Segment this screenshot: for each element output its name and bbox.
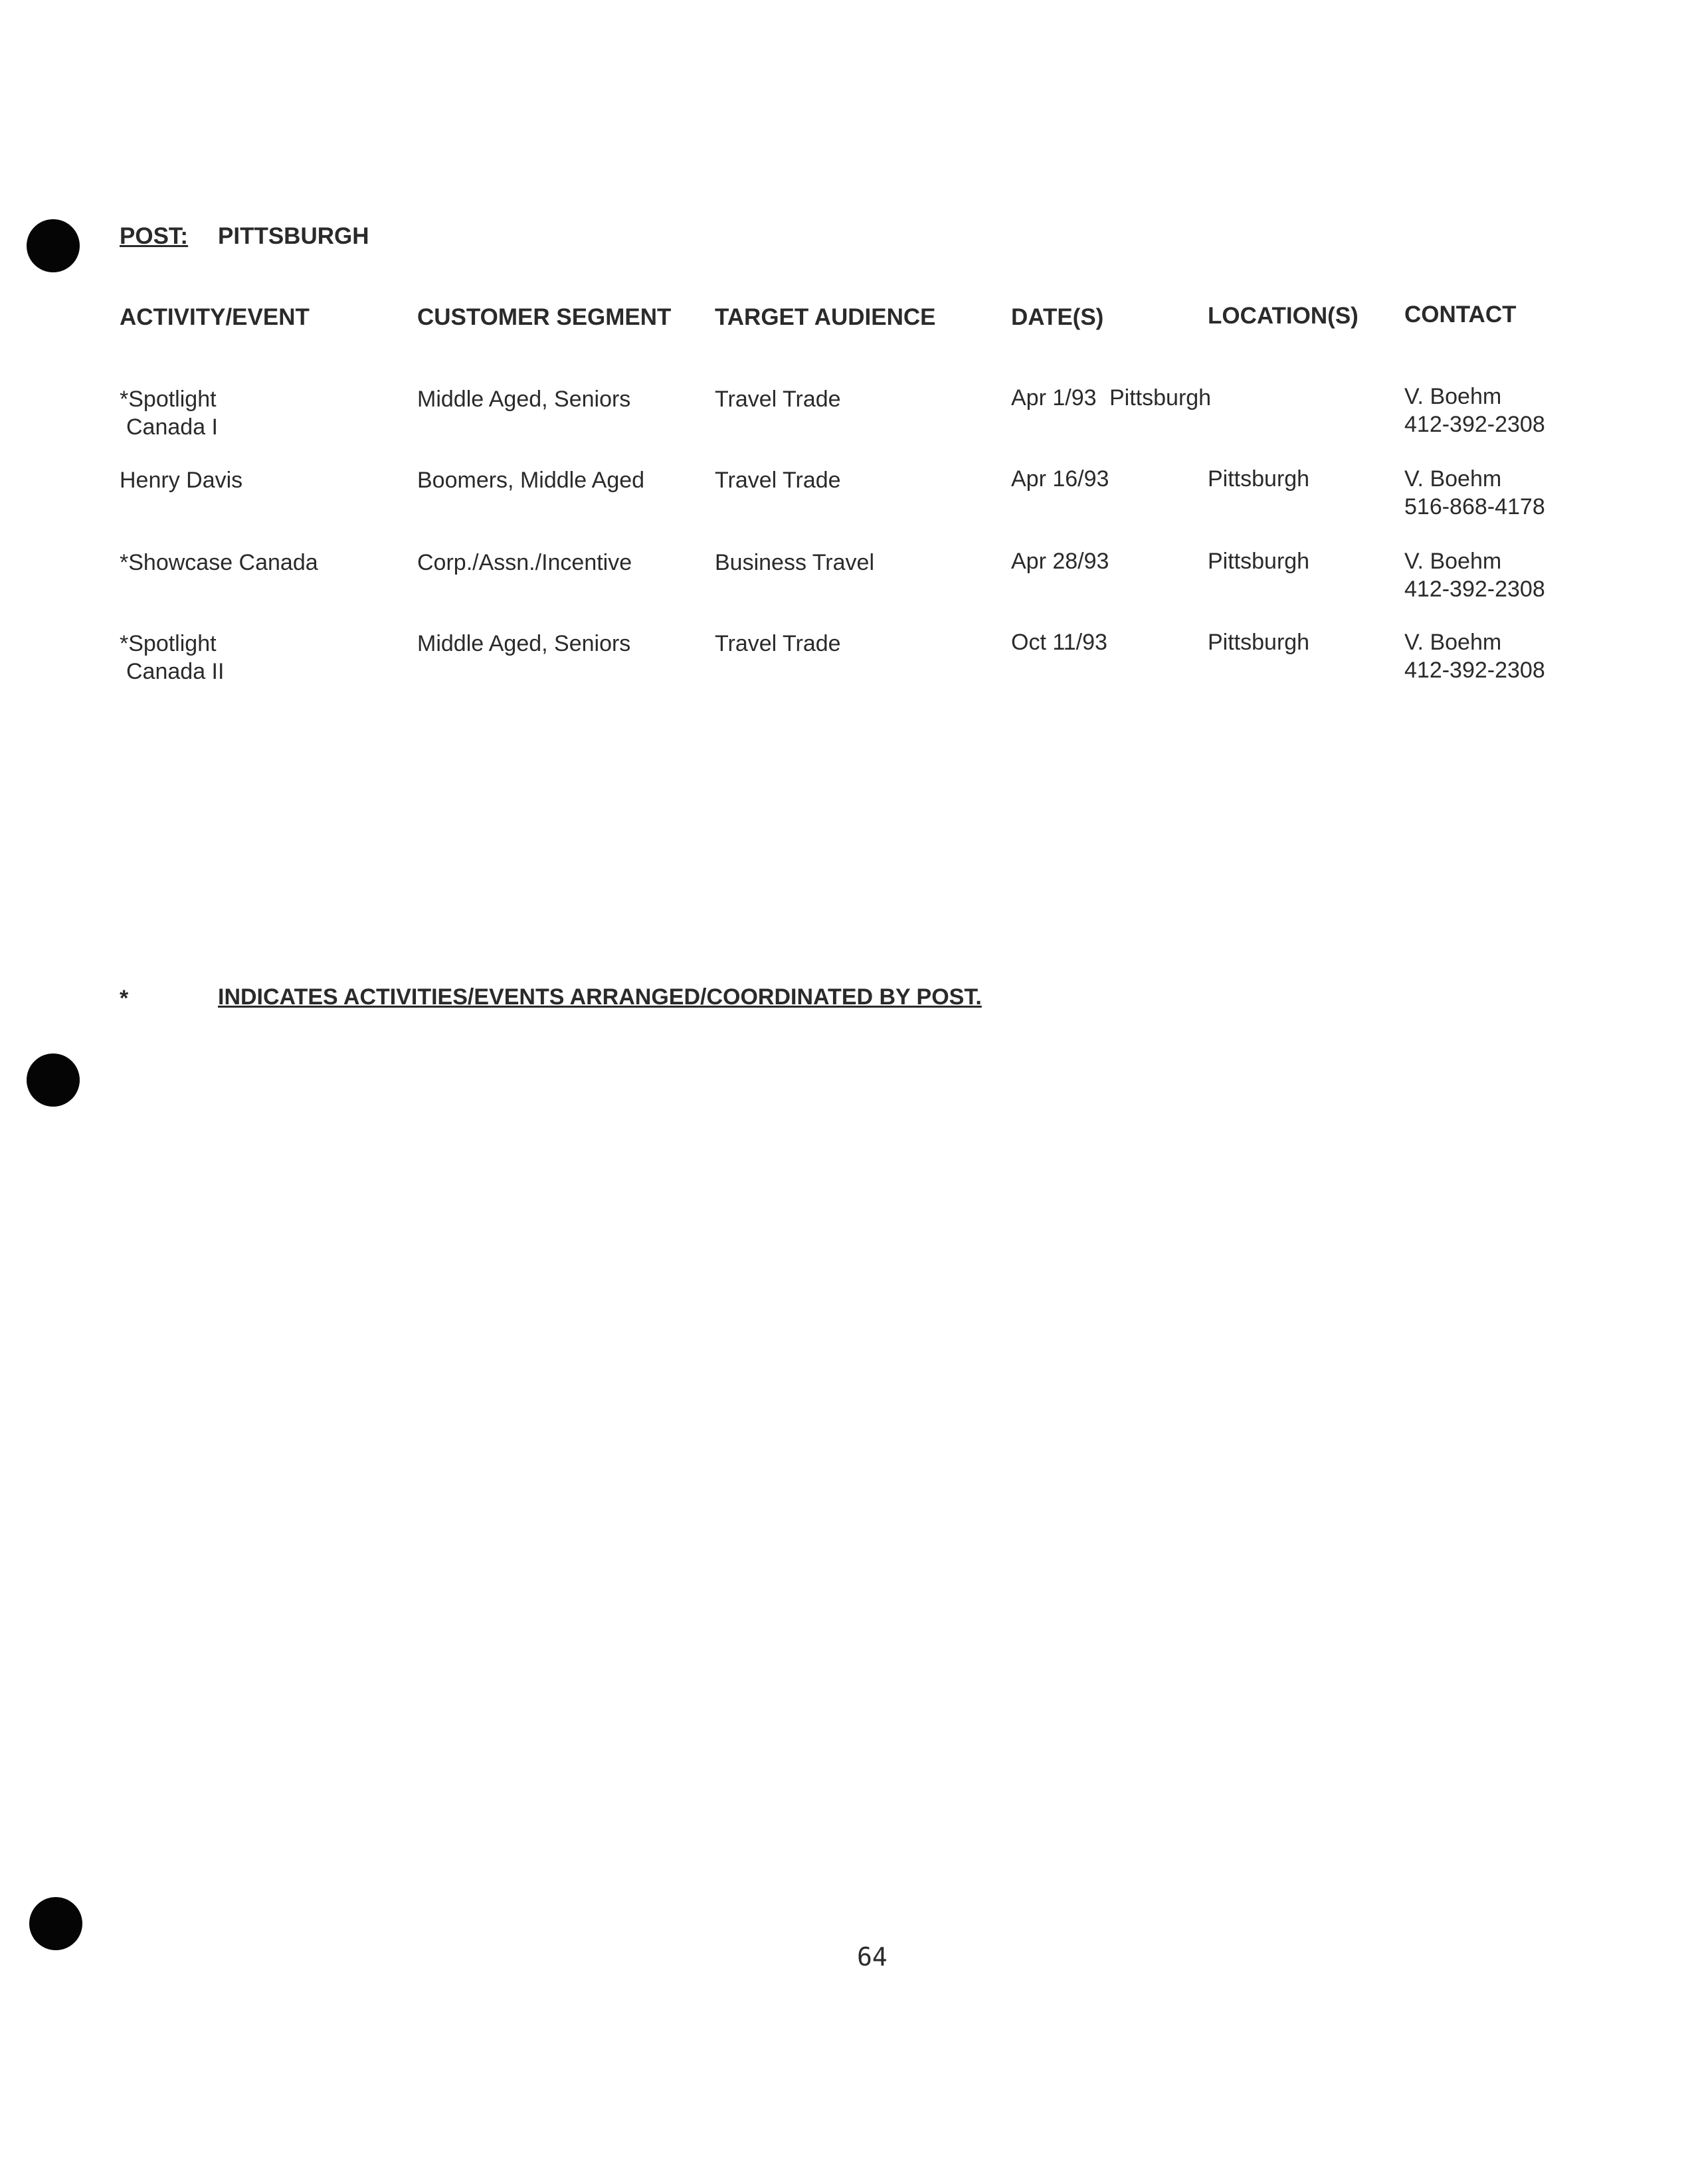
table-row-1-contact xyxy=(1404,383,1545,438)
contact-name: V. Boehm xyxy=(1404,466,1502,492)
table-row-4-segment: Middle Aged, Seniors xyxy=(417,631,631,656)
page-number: 64 xyxy=(857,1942,888,1971)
table-row-4-location: Pittsburgh xyxy=(1208,630,1310,655)
header-activity: ACTIVITY/EVENT xyxy=(120,304,310,330)
table-row-4-activity xyxy=(120,630,224,685)
table-row-4-date: Oct 11/93 xyxy=(1011,630,1107,655)
table-row-3-segment: Corp./Assn./Incentive xyxy=(417,550,632,575)
header-customer-segment: CUSTOMER SEGMENT xyxy=(417,304,672,330)
table-row-2-activity xyxy=(120,466,242,494)
footnote-marker: * xyxy=(120,986,129,1011)
footnote-text: INDICATES ACTIVITIES/EVENTS ARRANGED/COORDINATED BY POST. xyxy=(218,984,982,1010)
header-locations: LOCATION(S) xyxy=(1208,303,1359,329)
post-label: POST: xyxy=(120,223,189,249)
header-dates: DATE(S) xyxy=(1011,304,1104,330)
contact-name: V. Boehm xyxy=(1404,384,1502,409)
header-contact: CONTACT xyxy=(1404,302,1517,327)
table-row-2-contact xyxy=(1404,465,1545,521)
header-target-audience: TARGET AUDIENCE xyxy=(715,304,936,330)
activity-line-1: *Spotlight xyxy=(120,631,217,656)
table-row-2-date: Apr 16/93 xyxy=(1011,466,1109,492)
table-row-4-audience: Travel Trade xyxy=(715,631,841,656)
table-row-2-segment: Boomers, Middle Aged xyxy=(417,468,645,493)
table-row-2-location: Pittsburgh xyxy=(1208,466,1310,492)
punch-hole-middle xyxy=(27,1053,80,1107)
activity-line-1: Henry Davis xyxy=(120,468,243,493)
table-row-1-audience: Travel Trade xyxy=(715,387,841,412)
table-row-2-audience: Travel Trade xyxy=(715,468,841,493)
table-row-1-date: Apr 1/93 xyxy=(1011,385,1097,410)
table-row-1-activity xyxy=(120,385,218,441)
post-value: PITTSBURGH xyxy=(218,223,369,249)
activity-line-2: Canada I xyxy=(126,414,218,440)
activity-line-1: *Showcase Canada xyxy=(120,550,318,575)
table-row-4-contact xyxy=(1404,628,1545,684)
table-row-3-audience: Business Travel xyxy=(715,550,874,575)
contact-name: V. Boehm xyxy=(1404,630,1502,655)
contact-phone: 412-392-2308 xyxy=(1404,658,1545,683)
contact-phone: 412-392-2308 xyxy=(1404,412,1545,437)
table-row-3-contact xyxy=(1404,547,1545,603)
punch-hole-bottom xyxy=(29,1897,82,1950)
contact-phone: 412-392-2308 xyxy=(1404,577,1545,602)
activity-line-2: Canada II xyxy=(126,659,225,684)
contact-phone: 516-868-4178 xyxy=(1404,494,1545,519)
table-row-1-location: Pittsburgh xyxy=(1109,385,1212,410)
punch-hole-top xyxy=(27,219,80,272)
table-row-1-segment: Middle Aged, Seniors xyxy=(417,387,631,412)
table-row-3-activity xyxy=(120,549,318,577)
contact-name: V. Boehm xyxy=(1404,549,1502,574)
activity-line-1: *Spotlight xyxy=(120,387,217,412)
table-row-3-date: Apr 28/93 xyxy=(1011,549,1109,574)
table-row-3-location: Pittsburgh xyxy=(1208,549,1310,574)
